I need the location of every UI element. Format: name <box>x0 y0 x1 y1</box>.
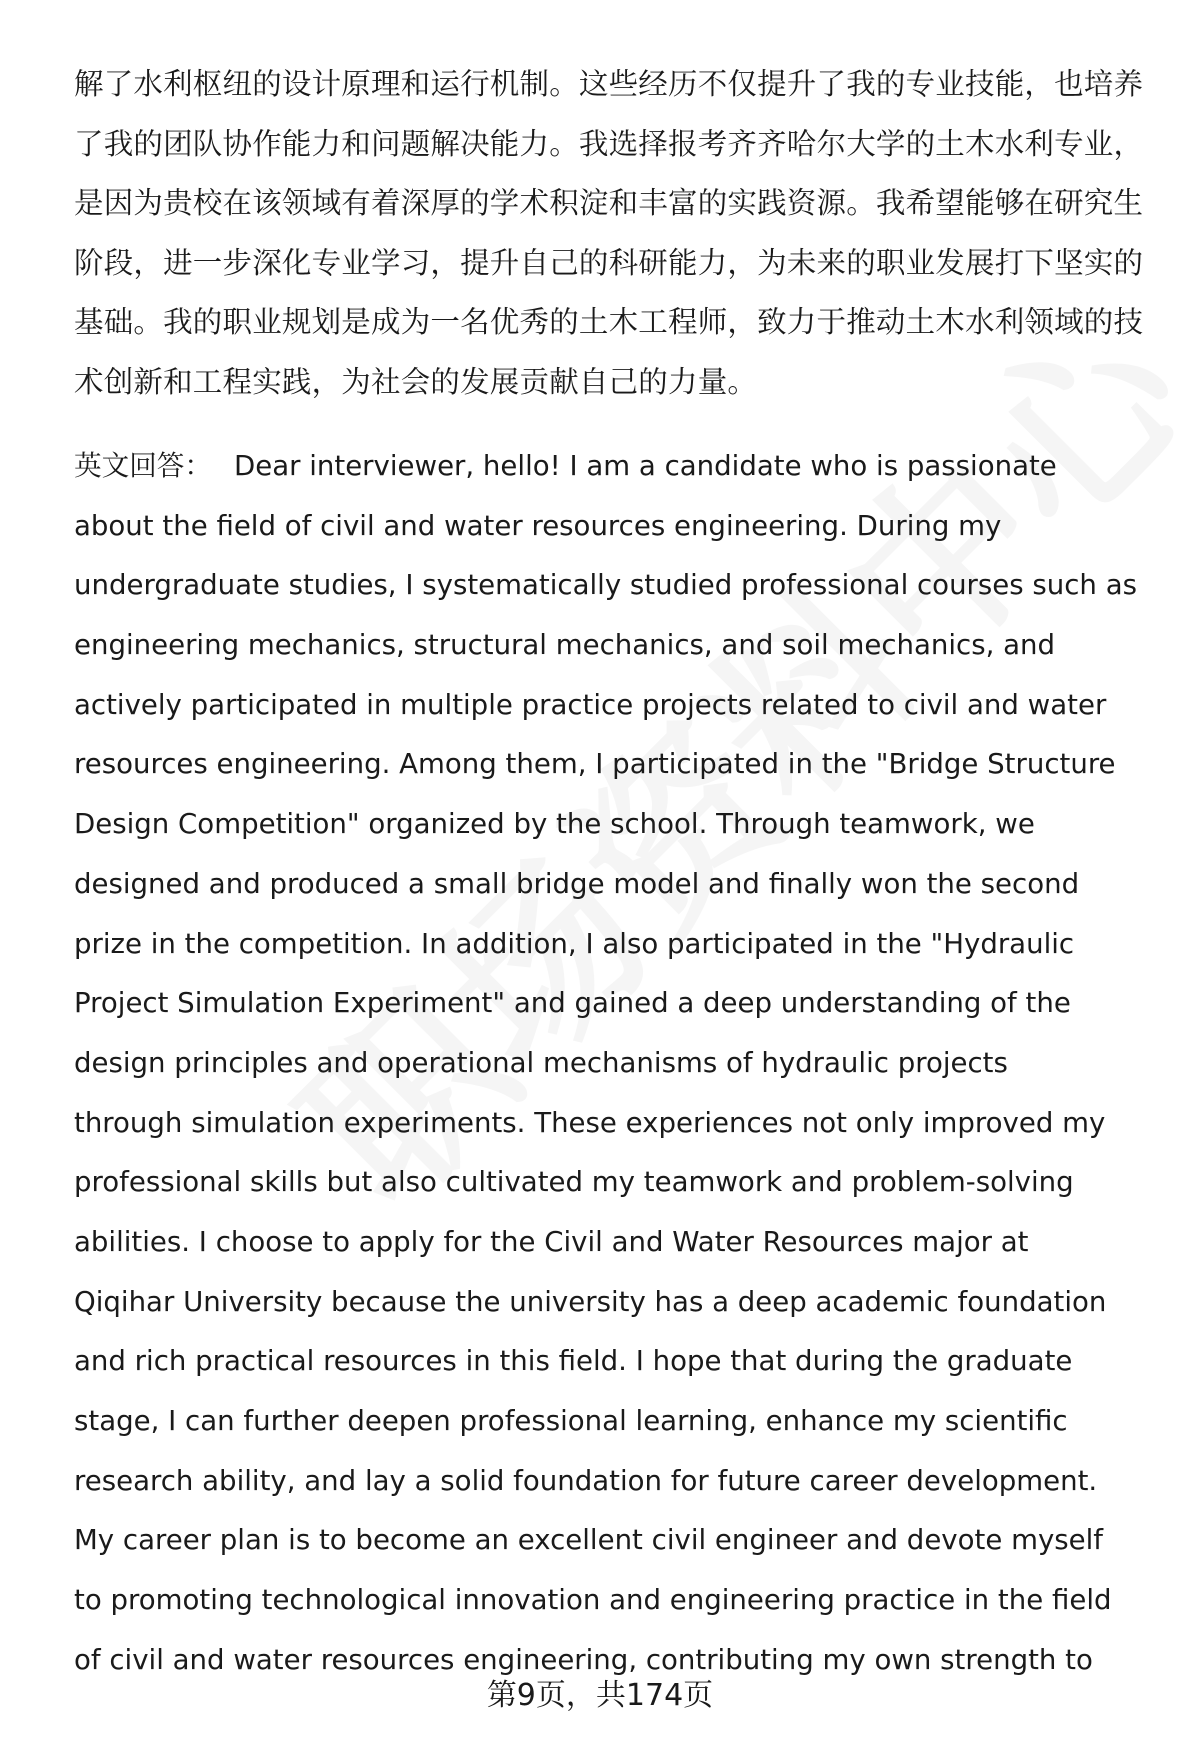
text-line: 是因为贵校在该领域有着深厚的学术积淀和丰富的实践资源。我希望能够在研究生 <box>74 186 1144 221</box>
text-line: to promoting technological innovation and engineering practice in the field <box>74 1583 1112 1617</box>
text-line: undergraduate studies, I systematically studied professional courses such as <box>74 568 1137 602</box>
chinese-answer-paragraph <box>74 55 1154 413</box>
text-line: professional skills but also cultivated my teamwork and problem-solving <box>74 1165 1074 1199</box>
text-line: of civil and water resources engineering, contributing my own strength to <box>74 1642 1093 1676</box>
text-line: 基础。我的职业规划是成为一名优秀的土木工程师，致力于推动土木水利领域的技 <box>74 305 1144 340</box>
text-line: designed and produced a small bridge model and finally won the second <box>74 866 1080 900</box>
text-line: about the field of civil and water resources engineering. During my <box>74 508 1002 542</box>
text-line: My career plan is to become an excellent civil engineer and devote myself <box>74 1523 1104 1557</box>
text-line: stage, I can further deepen professional learning, enhance my scientific <box>74 1404 1068 1437</box>
text-line: Design Competition" organized by the school. Through teamwork, we <box>74 807 1035 841</box>
english-answer-first-line: Dear interviewer, hello! I am a candidate who is passionate <box>233 449 1057 482</box>
text-line: Project Simulation Experiment" and gained a deep understanding of the <box>74 986 1071 1020</box>
text-line: 阶段，进一步深化专业学习，提升自己的科研能力，为未来的职业发展打下坚实的 <box>74 245 1144 280</box>
english-answer-paragraph <box>74 436 1164 1689</box>
text-line: through simulation experiments. These experiences not only improved my <box>74 1105 1106 1139</box>
text-line: actively participated in multiple practice projects related to civil and water <box>74 687 1107 721</box>
text-line: design principles and operational mechanisms of hydraulic projects <box>74 1045 1008 1079</box>
page-number: 第9页，共174页 <box>486 1678 714 1713</box>
english-answer-label: 英文回答： <box>74 449 212 482</box>
text-line: engineering mechanics, structural mechanics, and soil mechanics, and <box>74 628 1056 662</box>
text-line: Qiqihar University because the university has a deep academic foundation <box>74 1284 1107 1318</box>
text-line: research ability, and lay a solid foundation for future career development. <box>74 1463 1098 1497</box>
text-line: prize in the competition. In addition, I also participated in the "Hydraulic <box>74 926 1075 960</box>
text-line: resources engineering. Among them, I participated in the "Bridge Structure <box>74 747 1116 781</box>
text-line: 了我的团队协作能力和问题解决能力。我选择报考齐齐哈尔大学的土木水利专业， <box>74 126 1144 161</box>
text-line-first <box>74 436 1164 496</box>
text-line: and rich practical resources in this field. I hope that during the graduate <box>74 1344 1073 1378</box>
text-line: 术创新和工程实践，为社会的发展贡献自己的力量。 <box>74 364 758 399</box>
text-line: abilities. I choose to apply for the Civil and Water Resources major at <box>74 1224 1029 1258</box>
text-line: 解了水利枢纽的设计原理和运行机制。这些经历不仅提升了我的专业技能，也培养 <box>74 67 1144 101</box>
